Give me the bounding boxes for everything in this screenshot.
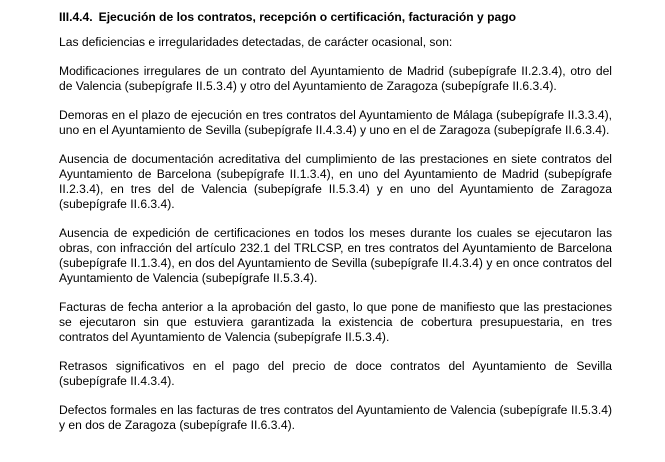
paragraph-modificaciones: Modificaciones irregulares de un contrato del Ayuntamiento de Madrid (subepígrafe II.2.3.4), otro del de Valencia (subepígrafe II.5.3.4) y otro del Ayuntamiento de Zaragoza (subepígrafe II.6.3.4). [59,64,612,93]
paragraph-ausencia-certificaciones: Ausencia de expedición de certificaciones en todos los meses durante los cuales se ejecutaron las obras, con infracción del artículo 232.1 del TRLCSP, en tres contratos del Ayuntamiento de Barcelona (subepígrafe II.1.3.4), en dos del Ayuntamiento de Sevilla (subepígrafe II.4.3.4) y en once contratos del Ayuntamiento de Valencia (subepígrafe II.5.3.4). [59,226,612,285]
section-number: III.4.4. [59,10,93,24]
intro-paragraph: Las deficiencias e irregularidades detectadas, de carácter ocasional, son: [59,35,453,49]
section-title: Ejecución de los contratos, recepción o certificación, facturación y pago [98,10,516,24]
section-heading [59,10,612,25]
paragraph-facturas-fecha-anterior: Facturas de fecha anterior a la aprobación del gasto, lo que pone de manifiesto que las prestaciones se ejecutaron sin que estuviera garantizada la existencia de cobertura presupuestaria, en tres contratos del Ayuntamiento de Valencia (subepígrafe II.5.3.4). [59,300,612,344]
paragraph-retrasos-pago: Retrasos significativos en el pago del precio de doce contratos del Ayuntamiento de Sevilla (subepígrafe II.4.3.4). [59,359,612,388]
paragraph-ausencia-documentacion: Ausencia de documentación acreditativa del cumplimiento de las prestaciones en siete contratos del Ayuntamiento de Barcelona (subepígrafe II.1.3.4), en uno del Ayuntamiento de Madrid (subepígrafe II.2.3.4), en tres del de Valencia (subepígrafe II.5.3.4) y en uno del Ayuntamiento de Zaragoza (subepígrafe II.6.3.4). [59,152,612,211]
paragraph-demoras: Demoras en el plazo de ejecución en tres contratos del Ayuntamiento de Málaga (subepígrafe II.3.3.4), uno en el Ayuntamiento de Sevilla (subepígrafe II.4.3.4) y uno en el de Zaragoza (subepígrafe II.6.3.4). [59,108,612,137]
paragraph-defectos-formales: Defectos formales en las facturas de tres contratos del Ayuntamiento de Valencia (subepígrafe II.5.3.4) y en dos de Zaragoza (subepígrafe II.6.3.4). [59,403,612,432]
